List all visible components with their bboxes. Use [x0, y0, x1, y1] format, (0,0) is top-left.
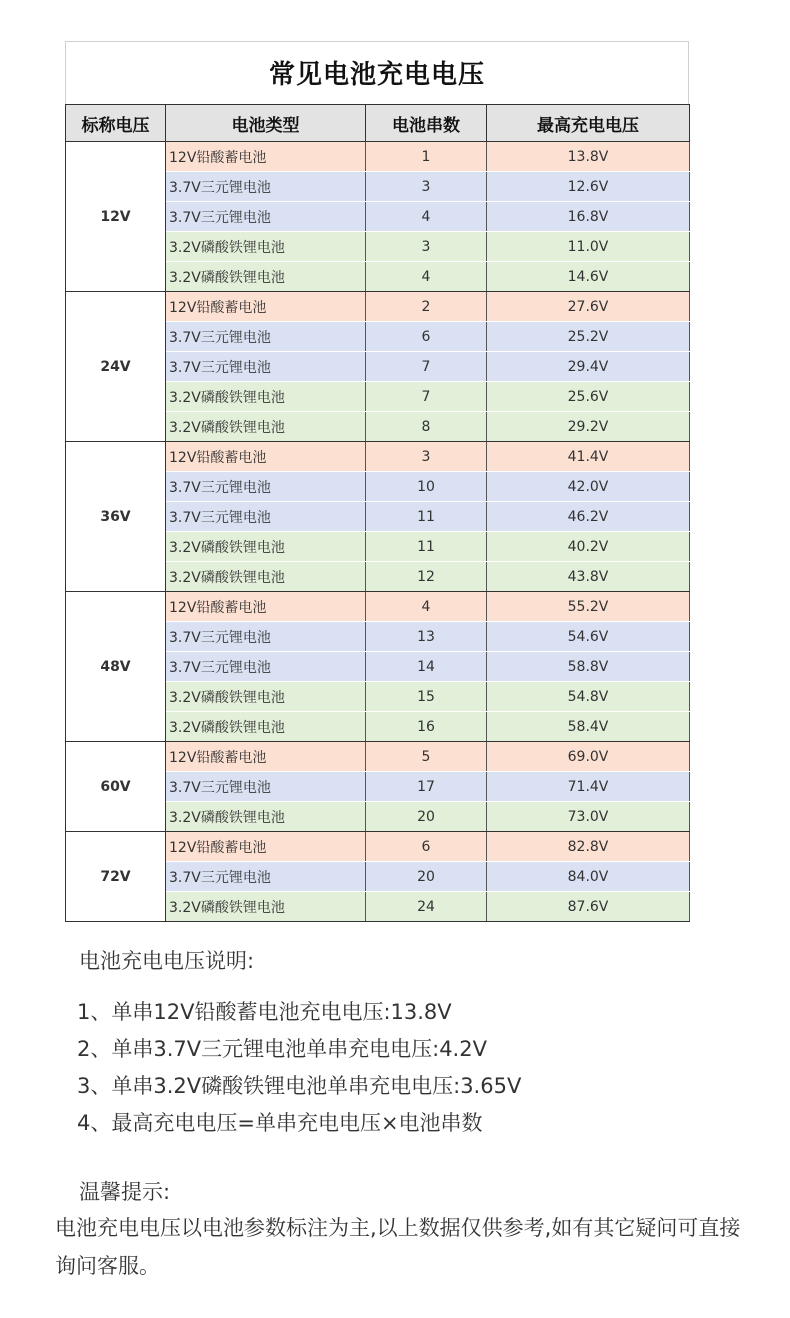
table-row	[66, 142, 690, 172]
note-line: 1、单串12V铅酸蓄电池充电电压:13.8V	[77, 1000, 452, 1024]
max-voltage-cell: 73.0V	[487, 802, 690, 832]
battery-type-cell: 3.2V磷酸铁锂电池	[166, 412, 366, 442]
table-row	[66, 592, 690, 622]
series-count-cell: 11	[366, 502, 487, 532]
battery-type-cell: 3.2V磷酸铁锂电池	[166, 382, 366, 412]
series-count-cell: 13	[366, 622, 487, 652]
battery-type-cell: 12V铅酸蓄电池	[166, 292, 366, 322]
table-row	[66, 742, 690, 772]
header-battery-type: 电池类型	[166, 105, 366, 142]
max-voltage-cell: 16.8V	[487, 202, 690, 232]
max-voltage-cell: 55.2V	[487, 592, 690, 622]
table-title: 常见电池充电电压	[65, 41, 689, 104]
max-voltage-cell: 42.0V	[487, 472, 690, 502]
max-voltage-cell: 40.2V	[487, 532, 690, 562]
max-voltage-cell: 84.0V	[487, 862, 690, 892]
battery-type-cell: 3.7V三元锂电池	[166, 622, 366, 652]
battery-type-cell: 12V铅酸蓄电池	[166, 742, 366, 772]
max-voltage-cell: 12.6V	[487, 172, 690, 202]
series-count-cell: 15	[366, 682, 487, 712]
series-count-cell: 12	[366, 562, 487, 592]
nominal-voltage-cell: 24V	[66, 292, 166, 442]
nominal-voltage-cell: 60V	[66, 742, 166, 832]
header-max-charge-voltage: 最高充电电压	[487, 105, 690, 142]
series-count-cell: 20	[366, 802, 487, 832]
battery-type-cell: 3.7V三元锂电池	[166, 772, 366, 802]
battery-type-cell: 12V铅酸蓄电池	[166, 142, 366, 172]
max-voltage-cell: 27.6V	[487, 292, 690, 322]
voltage-table-sheet	[65, 41, 689, 922]
battery-type-cell: 3.7V三元锂电池	[166, 172, 366, 202]
series-count-cell: 5	[366, 742, 487, 772]
series-count-cell: 6	[366, 832, 487, 862]
series-count-cell: 24	[366, 892, 487, 922]
series-count-cell: 3	[366, 232, 487, 262]
battery-type-cell: 3.2V磷酸铁锂电池	[166, 532, 366, 562]
series-count-cell: 17	[366, 772, 487, 802]
battery-type-cell: 3.7V三元锂电池	[166, 652, 366, 682]
battery-type-cell: 3.7V三元锂电池	[166, 472, 366, 502]
series-count-cell: 2	[366, 292, 487, 322]
max-voltage-cell: 54.6V	[487, 622, 690, 652]
tips-body: 电池充电电压以电池参数标注为主,以上数据仅供参考,如有其它疑问可直接询问客服。	[55, 1216, 741, 1278]
header-nominal-voltage: 标称电压	[66, 105, 166, 142]
series-count-cell: 1	[366, 142, 487, 172]
series-count-cell: 7	[366, 382, 487, 412]
notes-heading: 电池充电电压说明:	[79, 949, 255, 973]
table-row	[66, 292, 690, 322]
series-count-cell: 14	[366, 652, 487, 682]
tips-heading: 温馨提示:	[79, 1180, 171, 1204]
series-count-cell: 10	[366, 472, 487, 502]
max-voltage-cell: 11.0V	[487, 232, 690, 262]
max-voltage-cell: 29.4V	[487, 352, 690, 382]
nominal-voltage-cell: 12V	[66, 142, 166, 292]
series-count-cell: 3	[366, 442, 487, 472]
series-count-cell: 3	[366, 172, 487, 202]
header-row	[66, 105, 690, 142]
nominal-voltage-cell: 36V	[66, 442, 166, 592]
max-voltage-cell: 87.6V	[487, 892, 690, 922]
series-count-cell: 8	[366, 412, 487, 442]
battery-type-cell: 3.2V磷酸铁锂电池	[166, 712, 366, 742]
max-voltage-cell: 82.8V	[487, 832, 690, 862]
max-voltage-cell: 58.4V	[487, 712, 690, 742]
max-voltage-cell: 13.8V	[487, 142, 690, 172]
table-row	[66, 832, 690, 862]
table-body	[66, 142, 690, 922]
series-count-cell: 4	[366, 262, 487, 292]
max-voltage-cell: 43.8V	[487, 562, 690, 592]
battery-type-cell: 12V铅酸蓄电池	[166, 592, 366, 622]
battery-type-cell: 12V铅酸蓄电池	[166, 442, 366, 472]
battery-type-cell: 3.2V磷酸铁锂电池	[166, 232, 366, 262]
max-voltage-cell: 14.6V	[487, 262, 690, 292]
battery-type-cell: 3.7V三元锂电池	[166, 862, 366, 892]
max-voltage-cell: 46.2V	[487, 502, 690, 532]
battery-type-cell: 3.7V三元锂电池	[166, 322, 366, 352]
max-voltage-cell: 25.2V	[487, 322, 690, 352]
battery-type-cell: 3.2V磷酸铁锂电池	[166, 262, 366, 292]
battery-type-cell: 3.7V三元锂电池	[166, 502, 366, 532]
max-voltage-cell: 25.6V	[487, 382, 690, 412]
max-voltage-cell: 69.0V	[487, 742, 690, 772]
series-count-cell: 16	[366, 712, 487, 742]
battery-type-cell: 3.2V磷酸铁锂电池	[166, 562, 366, 592]
voltage-table	[65, 104, 690, 922]
header-series-count: 电池串数	[366, 105, 487, 142]
max-voltage-cell: 29.2V	[487, 412, 690, 442]
max-voltage-cell: 58.8V	[487, 652, 690, 682]
battery-type-cell: 3.2V磷酸铁锂电池	[166, 802, 366, 832]
max-voltage-cell: 41.4V	[487, 442, 690, 472]
nominal-voltage-cell: 48V	[66, 592, 166, 742]
note-line: 2、单串3.7V三元锂电池单串充电电压:4.2V	[77, 1037, 487, 1061]
max-voltage-cell: 71.4V	[487, 772, 690, 802]
series-count-cell: 11	[366, 532, 487, 562]
table-row	[66, 442, 690, 472]
note-line: 3、单串3.2V磷酸铁锂电池单串充电电压:3.65V	[77, 1074, 522, 1098]
series-count-cell: 20	[366, 862, 487, 892]
series-count-cell: 4	[366, 592, 487, 622]
battery-type-cell: 3.2V磷酸铁锂电池	[166, 682, 366, 712]
max-voltage-cell: 54.8V	[487, 682, 690, 712]
series-count-cell: 6	[366, 322, 487, 352]
note-line: 4、最高充电电压=单串充电电压×电池串数	[77, 1111, 483, 1135]
battery-type-cell: 3.7V三元锂电池	[166, 202, 366, 232]
nominal-voltage-cell: 72V	[66, 832, 166, 922]
battery-type-cell: 3.2V磷酸铁锂电池	[166, 892, 366, 922]
battery-type-cell: 3.7V三元锂电池	[166, 352, 366, 382]
series-count-cell: 7	[366, 352, 487, 382]
battery-type-cell: 12V铅酸蓄电池	[166, 832, 366, 862]
series-count-cell: 4	[366, 202, 487, 232]
